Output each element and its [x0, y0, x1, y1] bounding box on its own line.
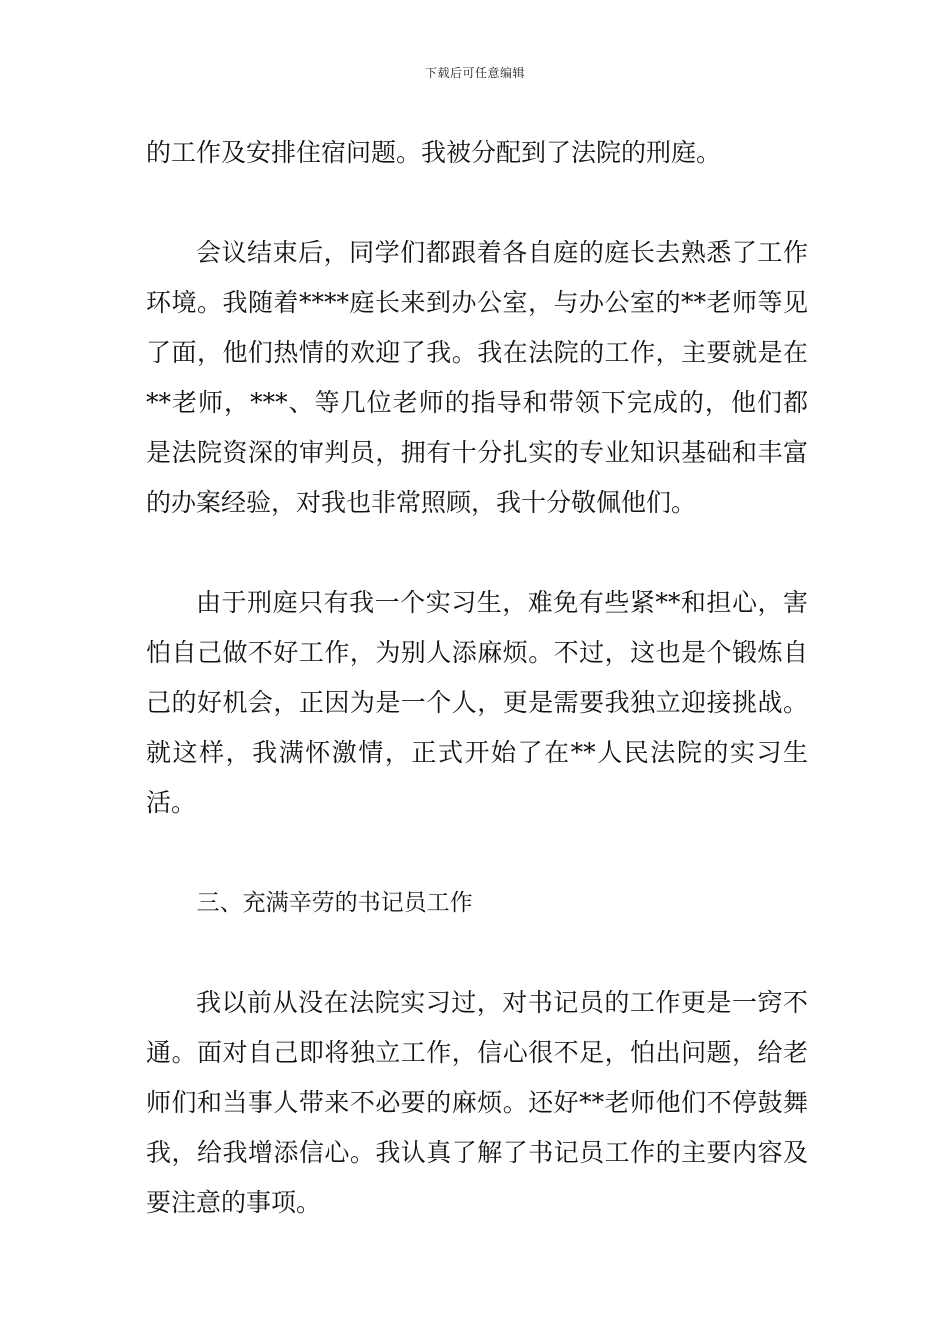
paragraph-gap — [146, 928, 808, 978]
section-heading: 三、充满辛劳的书记员工作 — [196, 890, 473, 916]
paragraph-meeting: 会议结束后，同学们都跟着各自庭的庭长去熟悉了工作环境。我随着****庭长来到办公室，与办公室的**老师等见了面，他们热情的欢迎了我。我在法院的工作，主要就是在**老师，***、等几位老师的指导和带领下完成的，他们都是法院资深的审判员，拥有十分扎实的专业知识基础和丰富的办案经验，对我也非常照顾，我十分敬佩他们。 — [146, 238, 808, 517]
paragraph-continuation: 的工作及安排住宿问题。我被分配到了法院的刑庭。 — [146, 138, 722, 167]
paragraph-clerk-work: 我以前从没在法院实习过，对书记员的工作更是一窍不通。面对自己即将独立工作，信心很不足，怕出问题，给老师们和当事人带来不必要的麻烦。还好**老师他们不停鼓舞我，给我增添信心。我认真了解了书记员工作的主要内容及要注意的事项。 — [146, 988, 808, 1217]
paragraph-gap — [146, 528, 808, 578]
page-header: 下载后可任意编辑 — [424, 66, 525, 80]
document-body — [146, 128, 808, 1228]
paragraph-criminal-court: 由于刑庭只有我一个实习生，难免有些紧**和担心，害怕自己做不好工作，为别人添麻烦。不过，这也是个锻炼自己的好机会，正因为是一个人，更是需要我独立迎接挑战。就这样，我满怀激情，正式开始了在**人民法院的实习生活。 — [146, 588, 808, 817]
paragraph-gap — [146, 828, 808, 878]
paragraph-gap — [146, 178, 808, 228]
